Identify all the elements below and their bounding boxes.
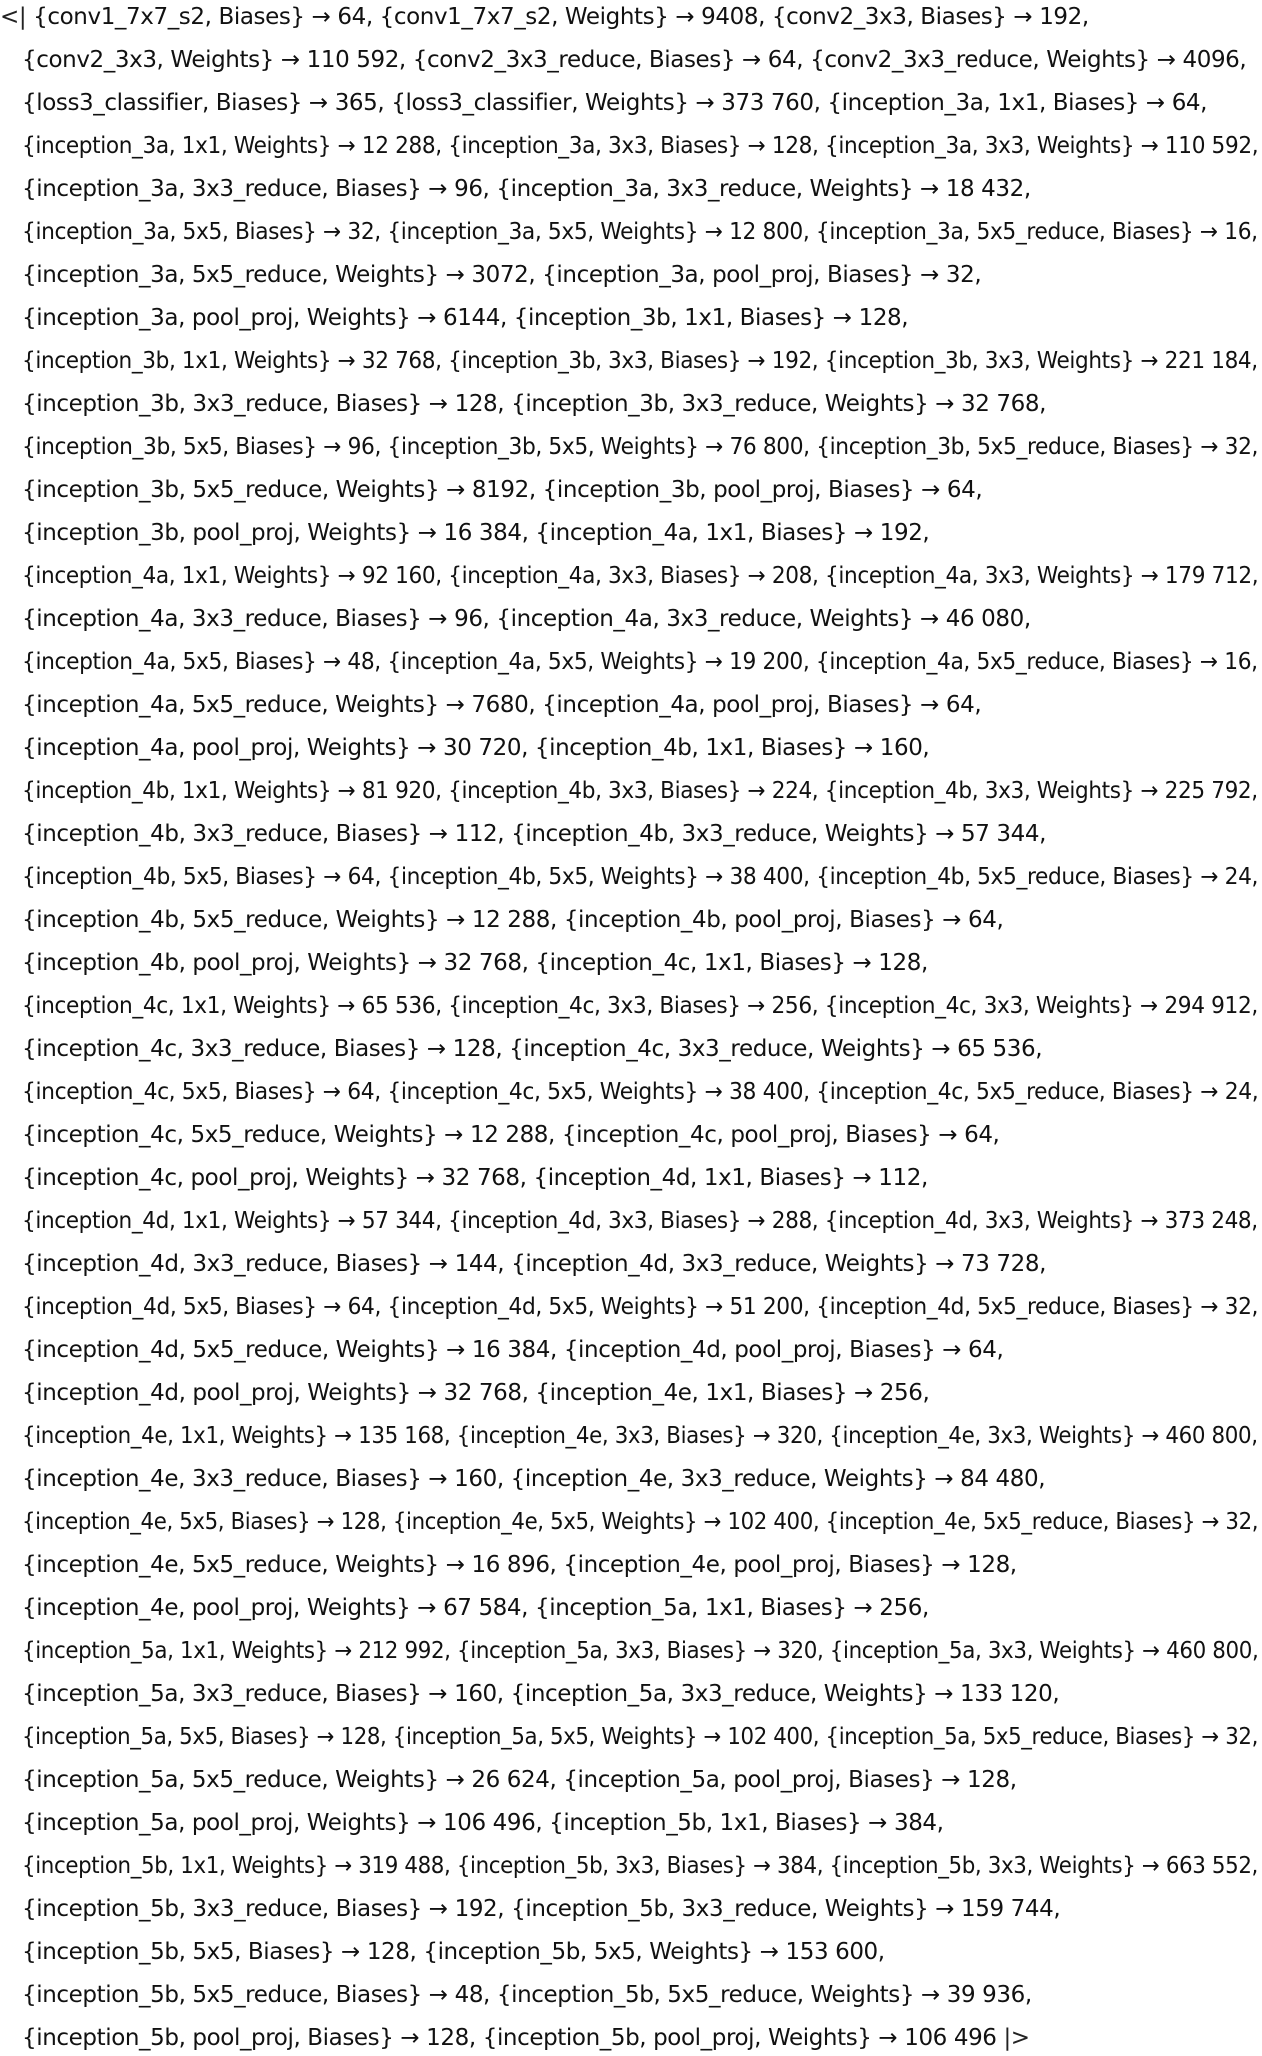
output-line-text: {inception_5a, 1x1, Weights} → 212 992, {inception_5a, 3x3, Biases} → 320, {inception_5a, 3x3, Weights} → 460 800, bbox=[22, 1638, 1259, 1664]
output-line bbox=[22, 516, 929, 550]
output-line bbox=[22, 172, 1031, 206]
output-line bbox=[22, 1032, 1042, 1066]
output-line bbox=[0, 0, 1089, 34]
output-line-text: {conv1_7x7_s2, Biases} → 64, {conv1_7x7_s2, Weights} → 9408, {conv2_3x3, Biases} → 192, bbox=[33, 4, 1089, 30]
output-line-text: {inception_5b, pool_proj, Biases} → 128, {inception_5b, pool_proj, Weights} → 106 496 bbox=[22, 2025, 997, 2051]
output-line bbox=[22, 215, 1258, 249]
output-line-text: {inception_3a, 3x3_reduce, Biases} → 96, {inception_3a, 3x3_reduce, Weights} → 18 432, bbox=[22, 176, 1031, 202]
output-line-text: {inception_5a, 5x5_reduce, Weights} → 26 624, {inception_5a, pool_proj, Biases} → 128, bbox=[22, 1767, 1017, 1793]
output-line bbox=[22, 1333, 1003, 1367]
output-line-text: {inception_5b, 5x5_reduce, Biases} → 48, {inception_5b, 5x5_reduce, Weights} → 39 936, bbox=[22, 1982, 1032, 2008]
output-line-text: {inception_4e, 1x1, Weights} → 135 168, {inception_4e, 3x3, Biases} → 320, {inception_4e, 3x3, Weights} → 460 800, bbox=[22, 1423, 1258, 1449]
output-line-text: {inception_4e, 3x3_reduce, Biases} → 160, {inception_4e, 3x3_reduce, Weights} → 84 480, bbox=[22, 1466, 1046, 1492]
output-line bbox=[22, 1505, 1258, 1539]
output-line-text: {inception_3b, 5x5, Biases} → 96, {inception_3b, 5x5, Weights} → 76 800, {inception_3b, 5x5_reduce, Biases} → 32, bbox=[22, 434, 1259, 460]
output-line-text: {inception_4a, 5x5_reduce, Weights} → 7680, {inception_4a, pool_proj, Biases} → 64, bbox=[22, 692, 982, 718]
output-line-text: {conv2_3x3, Weights} → 110 592, {conv2_3x3_reduce, Biases} → 64, {conv2_3x3_reduce, Weights} → 4096, bbox=[22, 47, 1247, 73]
output-line bbox=[22, 602, 1031, 636]
output-line bbox=[22, 1935, 885, 1969]
output-line bbox=[22, 946, 928, 980]
output-line-text: {inception_4a, 1x1, Weights} → 92 160, {inception_4a, 3x3, Biases} → 208, {inception_4a, 3x3, Weights} → 179 712, bbox=[22, 563, 1259, 589]
output-line-text: {inception_4b, pool_proj, Weights} → 32 768, {inception_4c, 1x1, Biases} → 128, bbox=[22, 950, 928, 976]
output-line bbox=[22, 129, 1258, 163]
output-line-text: {inception_4d, 3x3_reduce, Biases} → 144, {inception_4d, 3x3_reduce, Weights} → 73 728, bbox=[22, 1251, 1047, 1277]
output-line-text: {inception_4c, 1x1, Weights} → 65 536, {inception_4c, 3x3, Biases} → 256, {inception_4c, 3x3, Weights} → 294 912, bbox=[22, 993, 1258, 1019]
output-line bbox=[22, 645, 1258, 679]
output-line bbox=[22, 731, 929, 765]
output-line-text: {inception_4e, 5x5, Biases} → 128, {inception_4e, 5x5, Weights} → 102 400, {inception_4e, 5x5_reduce, Biases} → 32, bbox=[22, 1509, 1259, 1535]
output-line bbox=[22, 1763, 1017, 1797]
output-line bbox=[22, 86, 1207, 120]
output-line bbox=[22, 1849, 1258, 1883]
output-line-text: {inception_4a, pool_proj, Weights} → 30 720, {inception_4b, 1x1, Biases} → 160, bbox=[22, 735, 930, 761]
output-line-text: {inception_5b, 5x5, Biases} → 128, {inception_5b, 5x5, Weights} → 153 600, bbox=[22, 1939, 885, 1965]
output-line-text: {inception_5a, 3x3_reduce, Biases} → 160, {inception_5a, 3x3_reduce, Weights} → 133 120, bbox=[22, 1681, 1060, 1707]
output-line-text: {inception_4d, pool_proj, Weights} → 32 768, {inception_4e, 1x1, Biases} → 256, bbox=[22, 1380, 930, 1406]
association-close-bracket: |> bbox=[1003, 2025, 1030, 2051]
output-line-text: {inception_5b, 3x3_reduce, Biases} → 192, {inception_5b, 3x3_reduce, Weights} → 159 744, bbox=[22, 1896, 1061, 1922]
output-line bbox=[22, 387, 1046, 421]
output-line-text: {inception_4c, 5x5, Biases} → 64, {inception_4c, 5x5, Weights} → 38 400, {inception_4c, 5x5_reduce, Biases} → 24, bbox=[22, 1079, 1259, 1105]
output-line bbox=[22, 301, 908, 335]
output-line bbox=[22, 1548, 1017, 1582]
output-line bbox=[22, 774, 1258, 808]
output-line-text: {inception_4d, 1x1, Weights} → 57 344, {inception_4d, 3x3, Biases} → 288, {inception_4d, 3x3, Weights} → 373 248, bbox=[22, 1208, 1258, 1234]
output-line bbox=[22, 1161, 928, 1195]
output-line bbox=[22, 1290, 1258, 1324]
output-line bbox=[22, 1677, 1059, 1711]
output-line-text: {inception_4b, 5x5_reduce, Weights} → 12 288, {inception_4b, pool_proj, Biases} → 64, bbox=[22, 907, 1004, 933]
output-line bbox=[22, 903, 1003, 937]
output-line-text: {inception_3a, 5x5_reduce, Weights} → 3072, {inception_3a, pool_proj, Biases} → 32, bbox=[22, 262, 982, 288]
output-line bbox=[22, 860, 1258, 894]
output-line bbox=[22, 1892, 1060, 1926]
output-line bbox=[22, 1075, 1258, 1109]
output-line-text: {loss3_classifier, Biases} → 365, {loss3_classifier, Weights} → 373 760, {inception_3a, 1x1, Biases} → 64, bbox=[22, 90, 1208, 116]
output-line-text: {inception_4d, 5x5, Biases} → 64, {inception_4d, 5x5, Weights} → 51 200, {inception_4d, 5x5_reduce, Biases} → 32, bbox=[22, 1294, 1259, 1320]
output-line-text: {inception_3a, 1x1, Weights} → 12 288, {inception_3a, 3x3, Biases} → 128, {inception_3a, 3x3, Weights} → 110 592, bbox=[22, 133, 1259, 159]
output-line bbox=[22, 2021, 1030, 2055]
output-line-text: {inception_3a, pool_proj, Weights} → 6144, {inception_3b, 1x1, Biases} → 128, bbox=[22, 305, 909, 331]
output-line-text: {inception_4c, 3x3_reduce, Biases} → 128, {inception_4c, 3x3_reduce, Weights} → 65 536, bbox=[22, 1036, 1043, 1062]
output-line bbox=[22, 688, 981, 722]
output-line bbox=[22, 1720, 1258, 1754]
output-line-text: {inception_5a, 5x5, Biases} → 128, {inception_5a, 5x5, Weights} → 102 400, {inception_5a, 5x5_reduce, Biases} → 32, bbox=[22, 1724, 1259, 1750]
output-line bbox=[22, 1462, 1045, 1496]
output-line bbox=[22, 1419, 1258, 1453]
output-line-text: {inception_3b, 5x5_reduce, Weights} → 8192, {inception_3b, pool_proj, Biases} → 64, bbox=[22, 477, 983, 503]
output-line-text: {inception_4c, 5x5_reduce, Weights} → 12 288, {inception_4c, pool_proj, Biases} → 64, bbox=[22, 1122, 1000, 1148]
output-line bbox=[22, 258, 981, 292]
output-line bbox=[22, 430, 1258, 464]
output-line bbox=[22, 559, 1258, 593]
output-line bbox=[22, 1376, 929, 1410]
output-line bbox=[22, 1247, 1046, 1281]
output-line-text: {inception_4e, 5x5_reduce, Weights} → 16 896, {inception_4e, pool_proj, Biases} → 128, bbox=[22, 1552, 1017, 1578]
output-line bbox=[22, 1204, 1258, 1238]
output-line-text: {inception_4b, 5x5, Biases} → 64, {inception_4b, 5x5, Weights} → 38 400, {inception_4b, 5x5_reduce, Biases} → 24, bbox=[22, 864, 1259, 890]
output-line-text: {inception_4d, 5x5_reduce, Weights} → 16 384, {inception_4d, pool_proj, Biases} → 64, bbox=[22, 1337, 1004, 1363]
output-line-text: {inception_5b, 1x1, Weights} → 319 488, {inception_5b, 3x3, Biases} → 384, {inception_5b, 3x3, Weights} → 663 552, bbox=[22, 1853, 1258, 1879]
output-line bbox=[22, 989, 1258, 1023]
association-open-bracket: <| bbox=[0, 4, 27, 30]
output-line-text: {inception_5a, pool_proj, Weights} → 106 496, {inception_5b, 1x1, Biases} → 384, bbox=[22, 1810, 944, 1836]
output-line-text: {inception_3b, 1x1, Weights} → 32 768, {inception_3b, 3x3, Biases} → 192, {inception_3b, 3x3, Weights} → 221 184, bbox=[22, 348, 1258, 374]
output-line bbox=[22, 344, 1258, 378]
output-line bbox=[22, 1978, 1032, 2012]
output-line-text: {inception_4c, pool_proj, Weights} → 32 768, {inception_4d, 1x1, Biases} → 112, bbox=[22, 1165, 928, 1191]
output-line-text: {inception_4a, 3x3_reduce, Biases} → 96, {inception_4a, 3x3_reduce, Weights} → 46 080, bbox=[22, 606, 1031, 632]
output-line bbox=[22, 43, 1246, 77]
output-line-text: {inception_4a, 5x5, Biases} → 48, {inception_4a, 5x5, Weights} → 19 200, {inception_4a, 5x5_reduce, Biases} → 16, bbox=[22, 649, 1258, 675]
output-line bbox=[22, 1591, 929, 1625]
output-line-text: {inception_3b, pool_proj, Weights} → 16 384, {inception_4a, 1x1, Biases} → 192, bbox=[22, 520, 930, 546]
output-line-text: {inception_4b, 3x3_reduce, Biases} → 112, {inception_4b, 3x3_reduce, Weights} → 57 344, bbox=[22, 821, 1047, 847]
output-line bbox=[22, 1806, 944, 1840]
output-line bbox=[22, 473, 982, 507]
output-line-text: {inception_3b, 3x3_reduce, Biases} → 128, {inception_3b, 3x3_reduce, Weights} → 32 768, bbox=[22, 391, 1047, 417]
output-line bbox=[22, 1634, 1258, 1668]
output-line bbox=[22, 1118, 999, 1152]
output-line bbox=[22, 817, 1046, 851]
output-line-text: {inception_3a, 5x5, Biases} → 32, {inception_3a, 5x5, Weights} → 12 800, {inception_3a, 5x5_reduce, Biases} → 16, bbox=[22, 219, 1258, 245]
output-line-text: {inception_4e, pool_proj, Weights} → 67 584, {inception_5a, 1x1, Biases} → 256, bbox=[22, 1595, 929, 1621]
output-line-text: {inception_4b, 1x1, Weights} → 81 920, {inception_4b, 3x3, Biases} → 224, {inception_4b, 3x3, Weights} → 225 792, bbox=[22, 778, 1258, 804]
